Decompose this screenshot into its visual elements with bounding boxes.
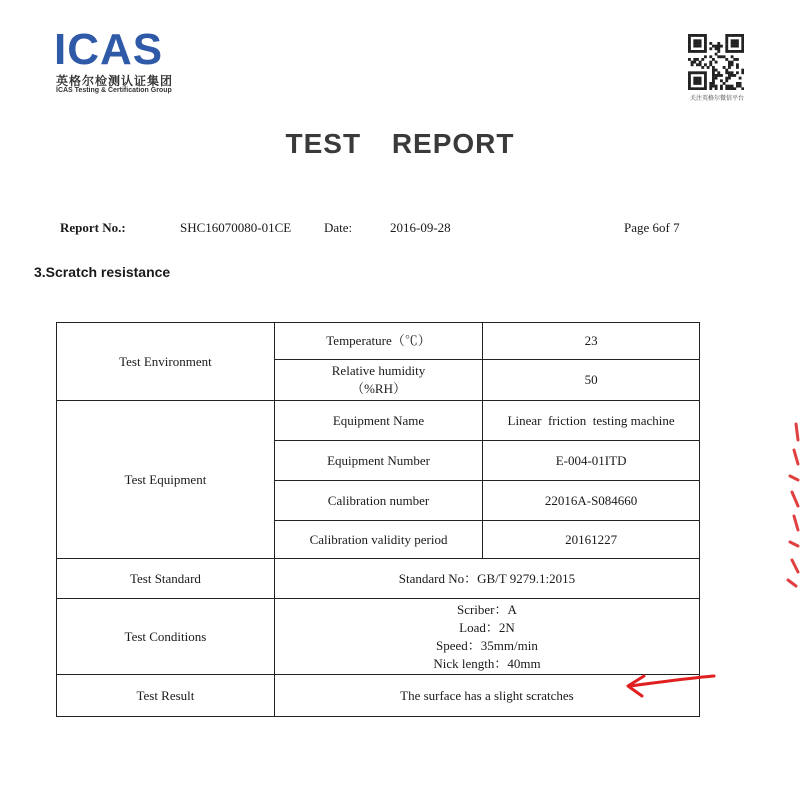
condition-line: Scriber：A: [456, 601, 517, 617]
calibration-number-value: 22016A-S084660: [483, 481, 700, 521]
test-report-table: [56, 322, 700, 717]
test-conditions-label: Test Conditions: [57, 599, 275, 675]
report-number-value: SHC16070080-01CE: [180, 220, 292, 235]
date-label: Date:: [324, 220, 353, 235]
temperature-value: 23: [483, 323, 700, 360]
table-row: [57, 401, 700, 441]
equipment-number-value: E-004-01ITD: [483, 441, 700, 481]
test-conditions-value: [274, 599, 699, 675]
qr-caption: 关注英格尔微信平台: [689, 95, 744, 102]
report-number-label: Report No.:: [60, 220, 126, 235]
icas-logo: [54, 25, 194, 98]
table-row: [57, 599, 700, 675]
condition-line: Nick length：40mm: [433, 655, 541, 671]
condition-line: Speed：35mm/min: [436, 637, 538, 653]
table-row: [57, 559, 700, 599]
table-row: [57, 323, 700, 360]
red-stamp-edge-icon: [776, 420, 800, 590]
red-arrow-annotation-icon: [620, 668, 720, 704]
logo-chinese-name: 英格尔检测认证集团: [56, 74, 174, 88]
humidity-value: 50: [483, 360, 700, 401]
date-value: 2016-09-28: [390, 220, 451, 235]
section-heading: 3.Scratch resistance: [34, 264, 171, 280]
calibration-number-label: Calibration number: [274, 481, 482, 521]
page-title: TEST REPORT: [285, 128, 515, 159]
test-result-value: The surface has a slight scratches: [274, 675, 699, 717]
humidity-label-line1: Relative humidity: [331, 363, 426, 378]
calibration-period-value: 20161227: [483, 521, 700, 559]
equipment-number-label: Equipment Number: [274, 441, 482, 481]
page-number: Page 6of 7: [624, 220, 680, 235]
calibration-period-label: Calibration validity period: [274, 521, 482, 559]
test-environment-label: Test Environment: [57, 323, 275, 401]
qr-code-icon: [688, 34, 744, 90]
test-result-label: Test Result: [57, 675, 275, 717]
humidity-label: [274, 360, 482, 401]
humidity-label-line2: （%RH）: [351, 381, 406, 396]
logo-wordmark: ICAS: [54, 25, 164, 74]
logo-english-name: ICAS Testing & Certification Group: [56, 87, 172, 94]
temperature-label: Temperature（℃）: [274, 323, 482, 360]
test-standard-value: Standard No：GB/T 9279.1:2015: [274, 559, 699, 599]
equipment-name-label: Equipment Name: [274, 401, 482, 441]
test-standard-label: Test Standard: [57, 559, 275, 599]
equipment-name-value: Linear friction testing machine: [483, 401, 700, 441]
test-equipment-label: Test Equipment: [57, 401, 275, 559]
condition-line: Load：2N: [459, 619, 515, 635]
table-row: [57, 675, 700, 717]
